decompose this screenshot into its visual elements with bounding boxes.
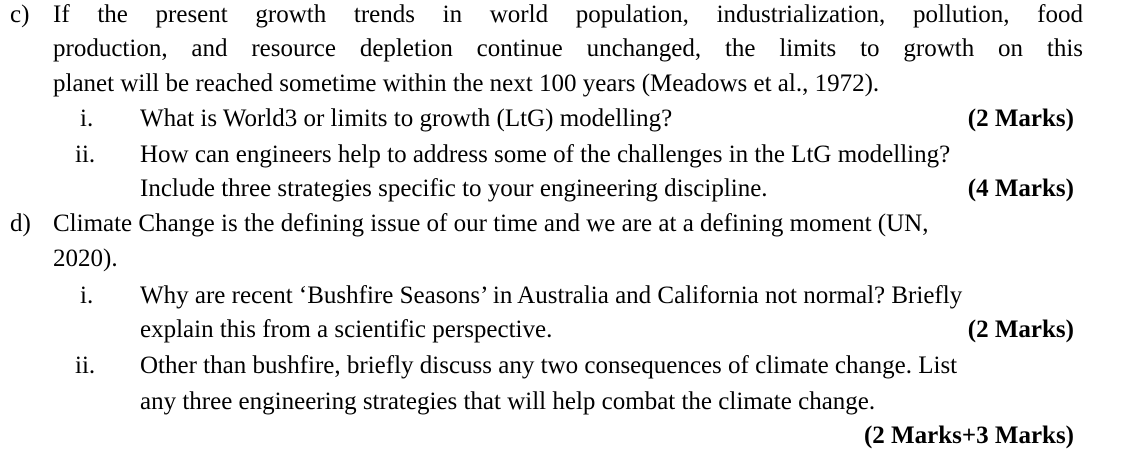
section-d-line-2: 2020). (53, 245, 118, 272)
section-d-item-ii-line-1: Other than bushfire, briefly discuss any two consequences of climate change. List (140, 352, 958, 379)
section-d-item-ii-marks: (2 Marks+3 Marks) (863, 422, 1074, 449)
section-c-item-ii-line-2: Include three strategies specific to your engineering discipline. (140, 175, 768, 202)
section-c-item-i-text: What is World3 or limits to growth (LtG) modelling? (140, 105, 673, 132)
section-d-line-1: Climate Change is the defining issue of our time and we are at a defining moment (UN, (53, 210, 929, 237)
section-d-item-i-marks: (2 Marks) (967, 316, 1074, 343)
section-c-line-1: If the present growth trends in world population, industrialization, pollution, food (53, 1, 1083, 28)
section-c-line-2: production, and resource depletion continue unchanged, the limits to growth on this (53, 35, 1083, 62)
section-c-label: c) (10, 1, 30, 28)
section-c-item-ii-marks: (4 Marks) (967, 175, 1074, 202)
section-d-item-i-line-2: explain this from a scientific perspective. (140, 316, 553, 343)
section-d-label: d) (10, 210, 31, 237)
section-c-item-i-label: i. (80, 105, 94, 132)
section-d-item-i-label: i. (80, 282, 94, 309)
section-c-item-ii-line-1: How can engineers help to address some of the challenges in the LtG modelling? (140, 141, 951, 168)
section-d-item-ii-line-2: any three engineering strategies that will help combat the climate change. (140, 388, 876, 415)
section-c-item-ii-label: ii. (75, 141, 96, 168)
section-c-line-3: planet will be reached sometime within the next 100 years (Meadows et al., 1972). (53, 70, 880, 97)
section-d-item-ii-label: ii. (75, 352, 96, 379)
section-d-item-i-line-1: Why are recent ‘Bushfire Seasons’ in Australia and California not normal? Briefly (140, 282, 963, 309)
section-c-item-i-marks: (2 Marks) (967, 105, 1074, 132)
